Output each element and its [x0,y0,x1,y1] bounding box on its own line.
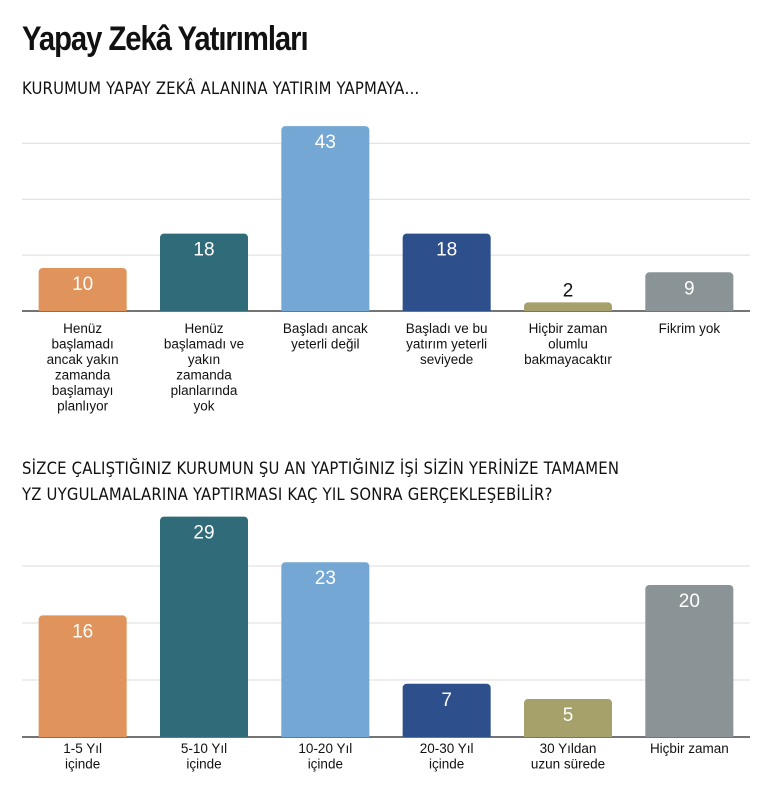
chart1-category-label: Başladı ancak [282,321,368,336]
chart2-bar-base [645,732,733,737]
chart1-value-label: 9 [684,278,695,300]
chart2-value-label: 16 [72,621,94,643]
chart2-category-label: içinde [307,756,343,772]
chart2-title-line-2: YZ UYGULAMALARINA YAPTIRMASI KAÇ YIL SONRA GERÇEKLEŞEBİLİR? [22,485,553,504]
chart1-category-label: başlamadı ve [163,336,245,352]
chart1-category-label: Henüz [184,321,224,336]
chart1-category-label: planlarında [170,383,238,398]
chart2-bar-base [524,732,612,737]
chart1-category-label: yeterli değil [291,336,360,352]
chart1-category-label: seviyede [420,352,474,367]
chart2-category-label: uzun sürede [530,756,606,772]
chart2-bar-base [403,732,491,737]
chart2-bar-base [160,732,248,737]
chart2-category-label: 5-10 Yıl [180,741,228,756]
chart2-category-label: Hiçbir zaman [649,741,729,756]
chart2-value-label: 5 [562,705,574,726]
chart2-category-label: içinde [429,756,465,772]
chart1-value-label: 18 [193,239,215,261]
chart1-value-label: 2 [562,280,574,302]
chart2-category-label: 1-5 Yıl [63,741,103,756]
chart1-category-label: zamanda [176,367,232,383]
chart2-value-label: 23 [314,568,336,590]
chart2-category-label: içinde [65,756,101,772]
chart2-title-line-1: SİZCE ÇALIŞTIĞINIZ KURUMUN ŞU AN YAPTIĞINIZ İŞİ SİZİN YERİNİZE TAMAMEN [22,459,620,478]
chart1-category-label: zamanda [54,367,111,383]
chart2-value-label: 7 [441,689,452,711]
chart1-category-label: planlıyor [57,398,109,414]
chart2-value-label: 29 [193,522,215,544]
chart1-category-label: ancak yakın [46,352,119,367]
chart1-title: KURUMUM YAPAY ZEKÂ ALANINA YATIRIM YAPMAYA… [22,79,420,98]
chart2-bar-base [281,732,369,737]
chart1-category-label: Fikrim yok [658,321,721,336]
chart1-category-label: yakın [187,352,221,367]
chart2-bar [160,517,248,737]
chart1-category-label: Hiçbir zaman [528,321,608,336]
chart2-category-label: 30 Yıldan [539,741,597,756]
chart2-bar-base [39,732,127,737]
chart2-category-label: 10-20 Yıl [298,741,353,756]
page-title: Yapay Zekâ Yatırımları [22,20,308,58]
chart1-category-label: yok [193,398,215,414]
chart1-value-label: 43 [314,132,336,154]
chart2-category-label: 20-30 Yıl [419,741,474,756]
chart1-category-label: yatırım yeterli [406,336,488,352]
chart1-value-label: 18 [436,239,458,261]
chart1-category-label: Başladı ve bu [405,321,488,336]
chart2-value-label: 20 [678,591,700,612]
chart1-category-label: başlamayı [51,383,114,398]
chart1-value-label: 10 [72,274,94,295]
chart1-category-label: Henüz [63,321,103,336]
chart2-category-label: içinde [186,756,222,772]
chart1-category-label: bakmayacaktır [524,352,612,367]
chart1-category-label: başlamadı [51,336,114,352]
chart1-category-label: olumlu [548,336,588,352]
